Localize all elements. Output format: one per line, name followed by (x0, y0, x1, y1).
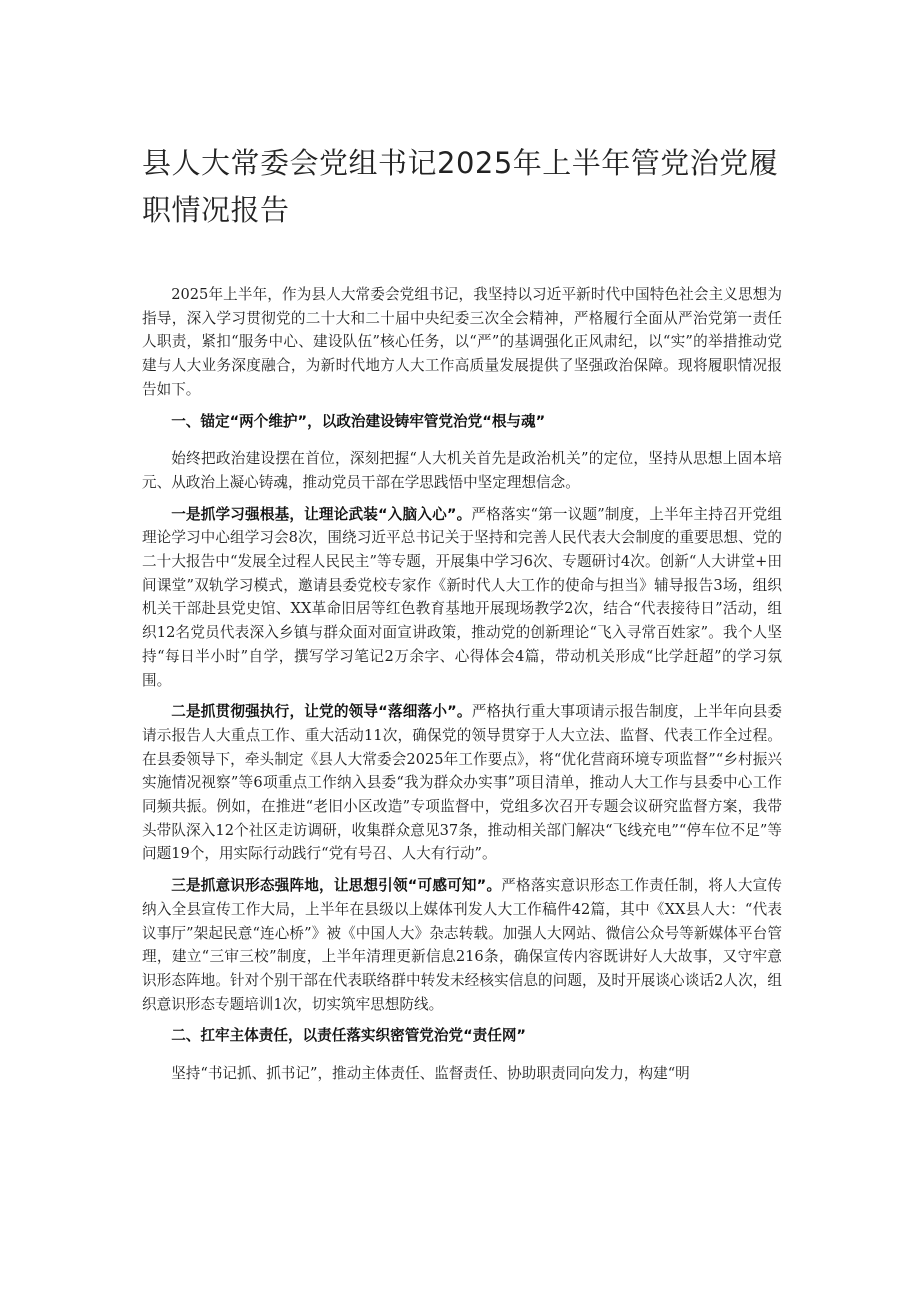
document-title: 县人大常委会党组书记2025年上半年管党治党履职情况报告 (142, 146, 779, 227)
section-2-intro: 坚持“书记抓、抓书记”，推动主体责任、监督责任、协助职责同向发力，构建“明 (171, 1065, 690, 1083)
item-3-text: 严格落实意识形态工作责任制，将人大宣传纳入全县宣传工作大局，上半年在县级以上媒体刊发人大工作稿件42篇，其中《XX县人大：“代表议事厅”架起民意“连心桥”》被《中国人大》杂志转载。加强人大网站、微信公众号等新媒体平台管理，建立“三审三校”制度，上半年清理更新信息216条，确保宣传内容既讲好人大故事，又守牢意识形态阵地。针对个别干部在代表联络群中转发未经核实信息的问题，及时开展谈心谈话2人次，组织意识形态专题培训1次，切实筑牢思想防线。 (142, 877, 782, 1013)
item-1-text: 严格落实“第一议题”制度，上半年主持召开党组理论学习中心组学习会8次，围绕习近平总书记关于坚持和完善人民代表大会制度的重要思想、党的二十大报告中“发展全过程人民民主”等专题，开展集中学习6次、专题研讨4次。创新“人大讲堂+田间课堂”双轨学习模式，邀请县委党校专家作《新时代人大工作的使命与担当》辅导报告3场，组织机关干部赴县党史馆、XX革命旧居等红色教育基地开展现场教学2次，结合“代表接待日”活动，组织12名党员代表深入乡镇与群众面对面宣讲政策，推动党的创新理论“飞入寻常百姓家”。我个人坚持“每日半小时”自学，撰写学习笔记2万余字、心得体会4篇，带动机关形成“比学赶超”的学习氛围。 (142, 505, 782, 689)
section-1-heading: 一、锚定“两个维护”，以政治建设铸牢管党治党“根与魂” (171, 412, 546, 430)
section-1-item-1 (142, 503, 782, 693)
section-2-heading: 二、扛牢主体责任，以责任落实织密管党治党“责任网” (171, 1027, 527, 1045)
section-1-item-3 (142, 874, 782, 1016)
item-2-text: 严格执行重大事项请示报告制度，上半年向县委请示报告人大重点工作、重大活动11次，确保党的领导贯穿于人大立法、监督、代表工作全过程。在县委领导下，牵头制定《县人大常委会2025年工作要点》，将“优化营商环境专项监督”“乡村振兴实施情况视察”等6项重点工作纳入县委“我为群众办实事”项目清单，推动人大工作与县委中心工作同频共振。例如，在推进“老旧小区改造”专项监督中，党组多次召开专题会议研究监督方案，我带头带队深入12个社区走访调研，收集群众意见37条，推动相关部门解决“飞线充电”“停车位不足”等问题19个，用实际行动践行“党有号召、人大有行动”。 (142, 703, 782, 863)
item-3-lead: 三是抓意识形态强阵地，让思想引领“可感可知”。 (171, 877, 502, 895)
section-1-item-2 (142, 700, 782, 866)
item-1-lead: 一是抓学习强根基，让理论武装“入脑入心”。 (171, 505, 472, 523)
document-body (142, 283, 782, 1094)
item-2-lead: 二是抓贯彻强执行，让党的领导“落细落小”。 (171, 703, 472, 721)
intro-paragraph: 2025年上半年，作为县人大常委会党组书记，我坚持以习近平新时代中国特色社会主义思想为指导，深入学习贯彻党的二十大和二十届中央纪委三次全会精神，严格履行全面从严治党第一责任人职责，紧扣“服务中心、建设队伍”核心任务，以“严”的基调强化正风肃纪，以“实”的举措推动党建与人大业务深度融合，为新时代地方人大工作高质量发展提供了坚强政治保障。现将履职情况报告如下。 (142, 286, 782, 398)
section-1-intro: 始终把政治建设摆在首位，深刻把握“人大机关首先是政治机关”的定位，坚持从思想上固本培元、从政治上凝心铸魂，推动党员干部在学思践悟中坚定理想信念。 (142, 450, 782, 491)
